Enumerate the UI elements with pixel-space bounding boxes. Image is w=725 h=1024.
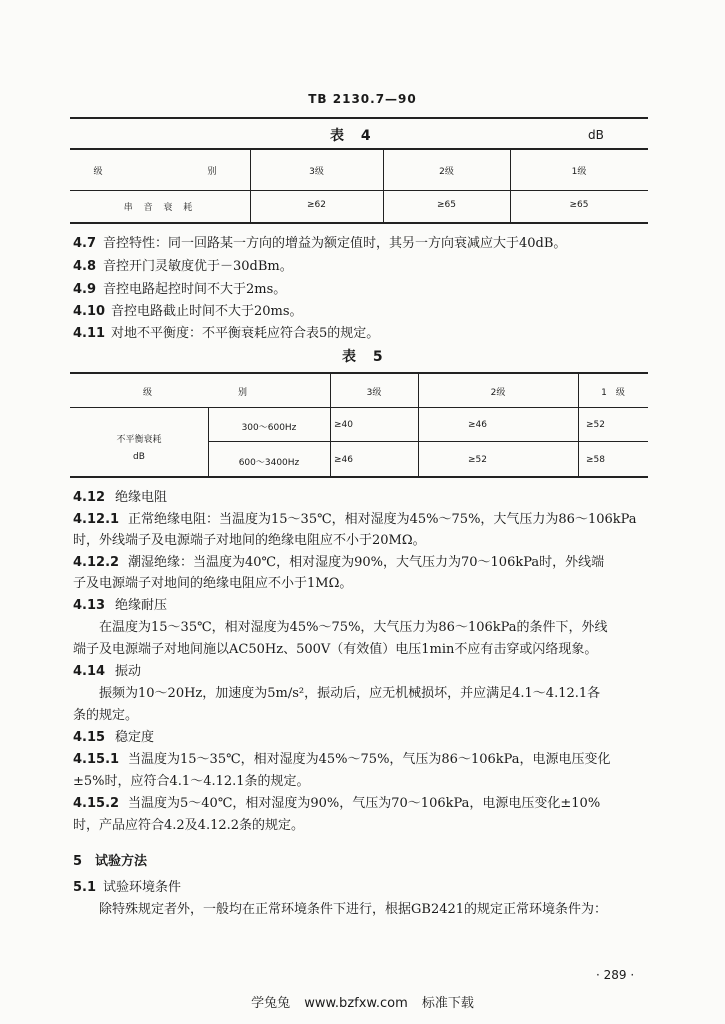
table4-cell-2: ≥65	[437, 200, 456, 210]
table4-row-label: 串 音 衰 耗	[123, 203, 197, 213]
para-4-13-line2: 端子及电源端子对地间施以AC50Hz、500V（有效值）电压1min不应有击穿或闪络现象。	[73, 642, 598, 657]
para-4-13-line1: 在温度为15～35℃，相对湿度为45%～75%，大气压力为86～106kPa的条件下，外线	[99, 620, 608, 635]
table5-r1-c1: ≥52	[586, 420, 605, 430]
table4-header-3: 3级	[309, 167, 324, 177]
table5-header-3: 3级	[366, 388, 382, 398]
para-4-12-1-line1: 4.12.1 正常绝缘电阻：当温度为15～35℃，相对湿度为45%～75%，大气压力为86～106kPa	[73, 512, 637, 527]
table5-r2-c2: ≥52	[468, 455, 487, 465]
para-5-1: 除特殊规定者外，一般均在正常环境条件下进行，根据GB2421的规定正常环境条件为：	[99, 902, 608, 917]
section-5: 5 试验方法	[73, 854, 148, 869]
table4-header-grade: 级 别	[93, 167, 227, 177]
table5-r1-c2: ≥46	[468, 420, 487, 430]
table5-header-1: 1 级	[601, 388, 625, 398]
table4-unit: dB	[588, 128, 604, 142]
table4-cell-1: ≥65	[569, 200, 589, 210]
table5-r2-c3: ≥46	[334, 455, 353, 465]
table5-row-unit: dB	[133, 452, 145, 462]
para-4-15-2-line2: 时，产品应符合4.2及4.12.2条的规定。	[73, 818, 305, 833]
table4-cell-3: ≥62	[307, 200, 326, 210]
para-4-12-1-line2: 时，外线端子及电源端子对地间的绝缘电阻应不小于20MΩ。	[73, 533, 426, 548]
table5-r1-c3: ≥40	[334, 420, 353, 430]
page-number: · 289 ·	[596, 968, 635, 982]
table4-header-1: 1级	[571, 167, 587, 177]
item-4-9: 4.9 音控电路起控时间不大于2ms。	[73, 282, 287, 297]
table5-caption: 表 5	[342, 349, 389, 365]
table4-caption: 表 4	[330, 128, 377, 144]
table5-header-2: 2级	[490, 388, 506, 398]
item-4-11: 4.11 对地不平衡度：不平衡衰耗应符合表5的规定。	[73, 326, 380, 341]
table5-row-label: 不平衡衰耗	[116, 435, 162, 445]
site-footer: 学兔兔 www.bzfxw.com 标准下载	[251, 996, 474, 1011]
table4-header-2: 2级	[439, 167, 454, 177]
section-4-14: 4.14 振动	[73, 664, 142, 679]
table5-r2-c1: ≥58	[586, 455, 605, 465]
item-4-7: 4.7 音控特性：同一回路某一方向的增益为额定值时，其另一方向衰减应大于40dB。	[73, 236, 567, 251]
item-4-8: 4.8 音控开门灵敏度优于－30dBm。	[73, 259, 293, 274]
para-4-15-1-line2: ±5%时，应符合4.1～4.12.1条的规定。	[73, 774, 310, 789]
section-5-1: 5.1 试验环境条件	[73, 880, 182, 895]
para-4-15-2-line1: 4.15.2 当温度为5～40℃，相对湿度为90%，气压为70～106kPa，电源电压变化±10%	[73, 796, 601, 811]
para-4-14-line1: 振频为10～20Hz，加速度为5m/s²，振动后，应无机械损坏，并应满足4.1～4.12.1各	[99, 686, 601, 701]
item-4-10: 4.10 音控电路截止时间不大于20ms。	[73, 304, 303, 319]
section-4-12: 4.12 绝缘电阻	[73, 490, 168, 505]
section-4-15: 4.15 稳定度	[73, 730, 155, 745]
para-4-14-line2: 条的规定。	[73, 708, 139, 723]
section-4-13: 4.13 绝缘耐压	[73, 598, 168, 613]
table5-header-grade: 级 别	[142, 388, 257, 398]
para-4-12-2-line1: 4.12.2 潮湿绝缘：当温度为40℃，相对湿度为90%，大气压力为70～106kPa时，外线端	[73, 555, 605, 570]
header-rule	[70, 117, 648, 119]
standard-header: TB 2130.7—90	[308, 92, 417, 106]
para-4-12-2-line2: 子及电源端子对地间的绝缘电阻应不小于1MΩ。	[73, 576, 353, 591]
table5-freq-1: 300～600Hz	[241, 423, 297, 433]
table5-freq-2: 600～3400Hz	[238, 458, 300, 468]
para-4-15-1-line1: 4.15.1 当温度为15～35℃，相对湿度为45%～75%，气压为86～106kPa，电源电压变化	[73, 752, 611, 767]
